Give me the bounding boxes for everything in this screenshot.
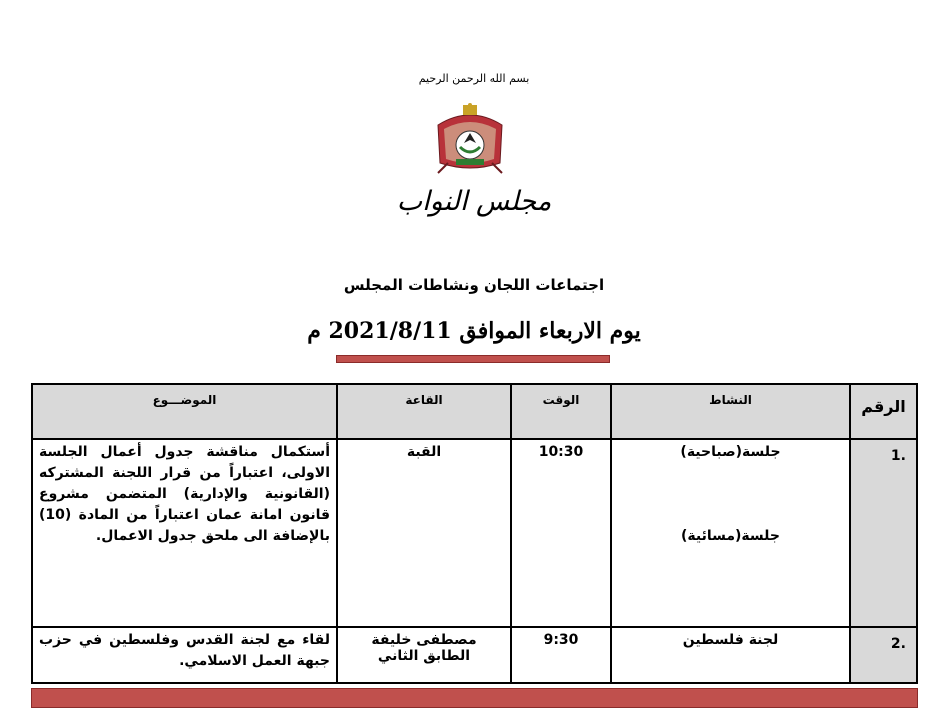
column-header-activity: النشاط	[611, 384, 850, 439]
hall-cell: القبة	[337, 439, 511, 627]
page-subtitle: اجتماعات اللجان ونشاطات المجلس	[343, 276, 605, 294]
coat-of-arms-emblem	[430, 103, 510, 175]
footer-accent-bar	[31, 688, 918, 708]
date-underline-bar	[336, 355, 610, 363]
activity-morning-session: جلسة(صباحية)	[680, 444, 781, 460]
activity-evening-session: جلسة(مسائية)	[681, 528, 780, 544]
time-cell: 10:30	[511, 439, 611, 627]
council-name-calligraphy: مجلس النواب	[396, 186, 552, 217]
date-heading: يوم الاربعاء الموافق 2021/8/11 م	[307, 318, 641, 344]
column-header-number: الرقم	[850, 384, 917, 439]
hall-cell	[337, 627, 511, 683]
column-header-hall: القاعة	[337, 384, 511, 439]
activity-cell: لجنة فلسطين	[611, 627, 850, 683]
table-header-row	[32, 384, 917, 439]
hall-name: مصطفى خليفة	[371, 632, 477, 648]
table-row	[32, 627, 917, 683]
subject-cell: لقاء مع لجنة القدس وفلسطين في حزب جبهة العمل الاسلامي.	[32, 627, 337, 683]
column-header-time: الوقت	[511, 384, 611, 439]
subject-cell: أستكمال مناقشة جدول أعمال الجلسة الاولى، اعتباراً من قرار اللجنة المشتركه (القانونية والإدارية) المتضمن مشروع قانون امانة عمان اعتباراً من المادة (10) بالإضافة الى ملحق جدول الاعمال.	[32, 439, 337, 627]
time-cell: 9:30	[511, 627, 611, 683]
row-number: .1	[850, 439, 917, 627]
table-row	[32, 439, 917, 627]
activity-cell	[611, 439, 850, 627]
column-header-subject: الموضـــوع	[32, 384, 337, 439]
schedule-table	[31, 383, 918, 684]
row-number: .2	[850, 627, 917, 683]
basmala: بسم الله الرحمن الرحيم	[418, 72, 530, 85]
hall-floor: الطابق الثاني	[377, 648, 471, 664]
